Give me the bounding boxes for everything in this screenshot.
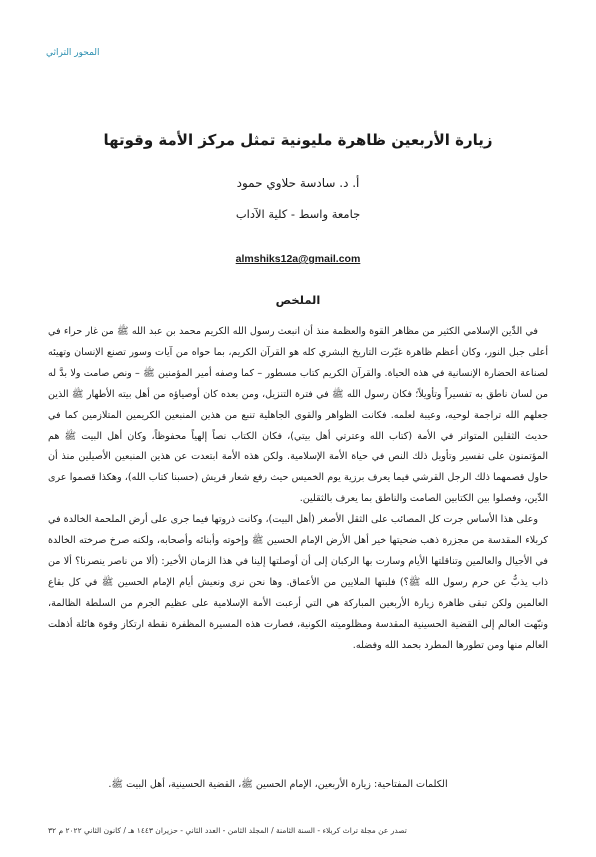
page-footer [48, 826, 548, 835]
abstract-paragraph: في الدِّين الإسلامي الكثير من مظاهر القوة والعظمة منذ أن انبعث رسول الله الكريم محمد بن عبد الله ﷺ من غار حراء في أعلى جبل النور، وكان أعظم ظاهرة غيّرت التاريخ البشري كله هو القرآن الكريم، بما حواه من آيات وسور تصنع الإنسان وتهيئه لصناعة الحضارة الإنسانية في هذه الحياة. والقرآن الكريم كتاب مسطور – كما وصفه أمير المؤمنين ﷺ – ونص صامت ولا بدَّ له من لسان ناطق به تفسيراً وتأويلاً؛ فكان رسول الله ﷺ في فترة التنزيل، ومن بعده كان أوصياؤه من أهل بيته الأطهار ﷺ الذين جعلهم الله تراجمة لوحيه، وعيبة لعلمه. فكانت الظواهر والقوى الجاهلية تنبع من هذين المنبعين الكريمين المتلازمين كما في حديث الثقلين المتواتر في الأمة (كتاب الله وعترتي أهل بيتي)، فكان الكتاب نصاً إلهياً محفوظاً، وكان أهل البيت ﷺ هم المؤتمنون على تفسير وتأويل ذلك النص في حياة الأمة الإسلامية. ولكن هذه الأمة ابتعدت عن هذين المنبعين الأصيلين منذ أن حاول قصمهما ذلك الرجل القرشي فيما يعرف برزية يوم الخميس حيث رفع شعار قريش (حسبنا كتاب الله)، وهكذا قصموا عرى الدِّين، وفصلوا بين الكتابين الصامت والناطق بما يعرف بالثقلين. [48, 326, 548, 505]
abstract-body [48, 322, 548, 657]
author-affiliation: جامعة واسط - كلية الآداب [235, 207, 361, 221]
article-title: زيارة الأربعين ظاهرة مليونية تمثل مركز الأمة وقوتها [103, 131, 493, 149]
keywords [48, 778, 548, 792]
page-number: ٣٢ [48, 826, 57, 835]
section-label: المحور التراثي [46, 48, 100, 58]
author-email-link[interactable]: almshiks12a@gmail.com [235, 253, 361, 265]
journal-info: تصدر عن مجلة تراث كربلاء - السنة الثامنة / المجلد الثامن - العدد الثاني - حزيران ١٤٤٣ هـ / كانون الثاني ٢٠٢٢ م [58, 826, 407, 835]
author-name: أ. د. سادسة حلاوي حمود [236, 176, 360, 190]
keywords-text: زيارة الأربعين، الإمام الحسين ﷺ، القضية الحسينية، أهل البيت ﷺ. [108, 779, 371, 790]
keywords-label: الكلمات المفتاحية: [374, 779, 448, 790]
abstract-paragraph: وعلى هذا الأساس جرت كل المصائب على الثقل الأصغر (أهل البيت)، وكانت ذروتها فيما جرى على أرض الملحمة الخالدة في كربلاء المقدسة من مجزرة ذهب ضحيتها خير أهل الأرض الإمام الحسين ﷺ وإخوته وأبنائه وأصحابه، ولكنه صرخ صرخته الخالدة في الأجيال والعالمين وتناقلتها الأيام وسارت بها الركبان إلى أن أوصلتها إلينا في هذا الزمان الأخير: (ألا من ناصر ينصرنا؟ ألا من ذاب يذبُّ عن حرم رسول الله ﷺ؟) فلبتها الملايين من الأعماق. وها نحن نرى ونعيش أيام الإمام الحسين ﷺ في كل بقاع العالمين ولكن تبقى ظاهرة زيارة الأربعين المباركة هي التي أرعبت الأمة الإسلامية على عظيم الجرم من السلطة الظالمة، ونبّهت العالم إلى القضية الحسينية المقدسة ومظلوميته الكونية، فصارت هذه المسيرة المظفرة نقطة ارتكاز وقوة هائلة أذهلت العالم منها ومن تطورها المطرد بحمد الله وفضله. [48, 514, 548, 651]
abstract-heading: الملخص [275, 293, 321, 307]
